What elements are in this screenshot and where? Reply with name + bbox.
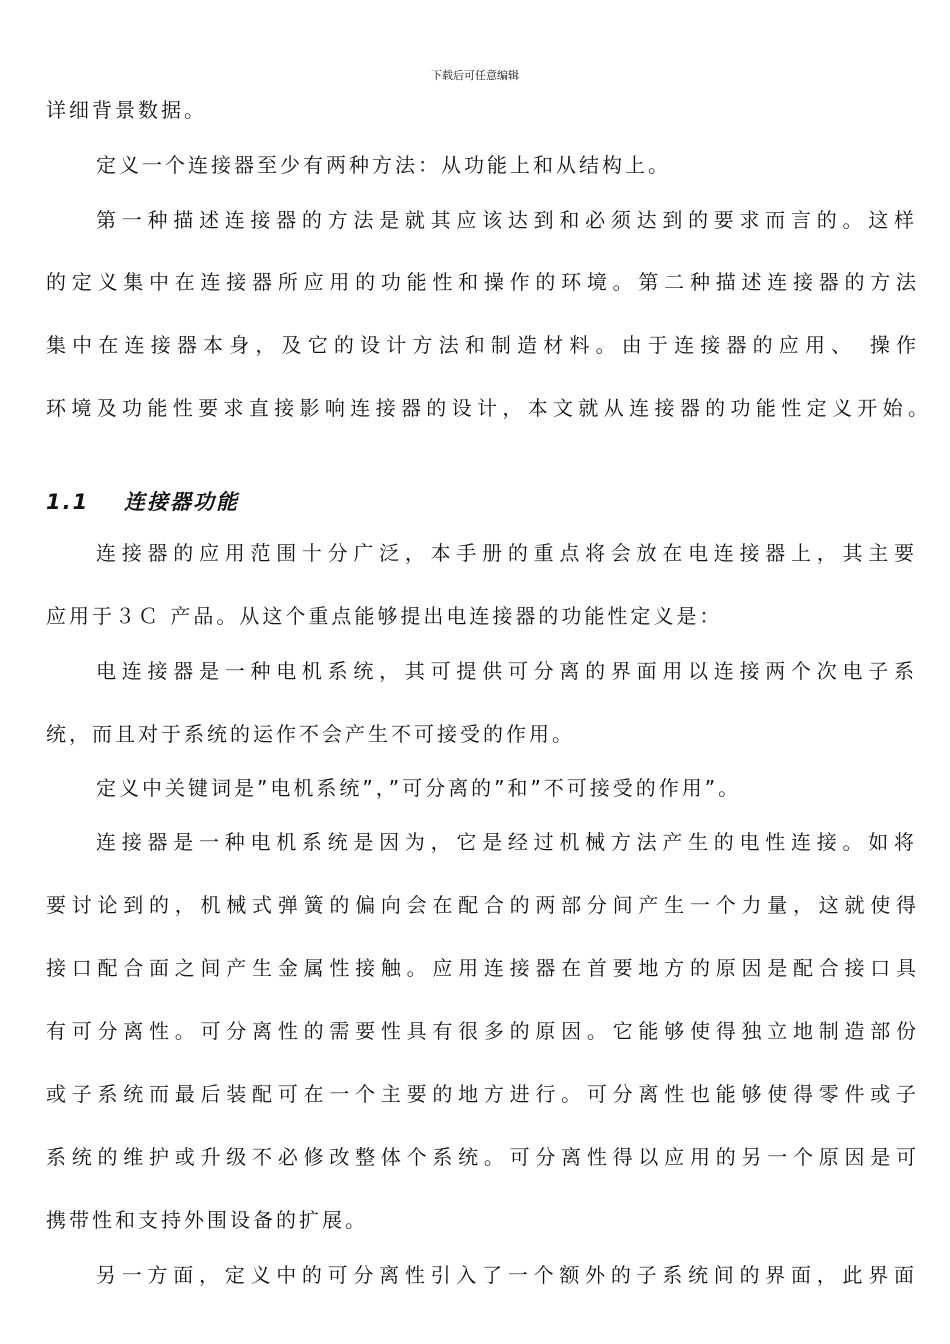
text-line: 携带性和支持外围设备的扩展。 (46, 1208, 368, 1232)
text-line: 连接器是一种电机系统是因为，它是经过机械方法产生的电性连接。如将 (96, 830, 914, 854)
text-line: 应用于３Ｃ 产品。从这个重点能够提出电连接器的功能性定义是： (46, 604, 723, 628)
text-line: 接口配合面之间产生金属性接触。应用连接器在首要地方的原因是配合接口具 (46, 956, 916, 980)
text-line: 的定义集中在连接器所应用的功能性和操作的环境。第二种描述连接器的方法 (46, 270, 916, 294)
text-line: 系统的维护或升级不必修改整体个系统。可分离性得以应用的另一个原因是可 (46, 1145, 916, 1169)
text-line: 有可分离性。可分离性的需要性具有很多的原因。它能够使得独立地制造部份 (46, 1019, 916, 1043)
text-line: 电连接器是一种电机系统，其可提供可分离的界面用以连接两个次电子系 (96, 659, 914, 683)
text-line: 定义一个连接器至少有两种方法：从功能上和从结构上。 (96, 153, 671, 177)
text-line: 统，而且对于系统的运作不会产生不可接受的作用。 (46, 722, 575, 746)
text-line: 或子系统而最后装配可在一个主要的地方进行。可分离性也能够使得零件或子 (46, 1082, 916, 1106)
text-line: 环境及功能性要求直接影响连接器的设计，本文就从连接器的功能性定义开始。 (46, 396, 928, 420)
text-line: 定义中关键词是”电机系统”，”可分离的”和”不可接受的作用”。 (96, 776, 742, 800)
section-number: 1.1 (46, 490, 90, 514)
page-header: 下载后可任意编辑 (431, 69, 519, 82)
text-line: 另一方面，定义中的可分离性引入了一个额外的子系统间的界面，此界面 (96, 1263, 914, 1287)
text-line: 详细背景数据。 (46, 98, 207, 122)
text-line: 第一种描述连接器的方法是就其应该达到和必须达到的要求而言的。这样 (96, 208, 914, 232)
text-line: 要讨论到的，机械式弹簧的偏向会在配合的两部分间产生一个力量，这就使得 (46, 893, 916, 917)
section-title: 连接器功能 (124, 490, 239, 514)
text-line: 连接器的应用范围十分广泛，本手册的重点将会放在电连接器上，其主要 (96, 541, 914, 565)
section-heading (46, 486, 239, 516)
text-line: 集中在连接器本身，及它的设计方法和制造材料。由于连接器的应用、 操作 (46, 333, 916, 357)
